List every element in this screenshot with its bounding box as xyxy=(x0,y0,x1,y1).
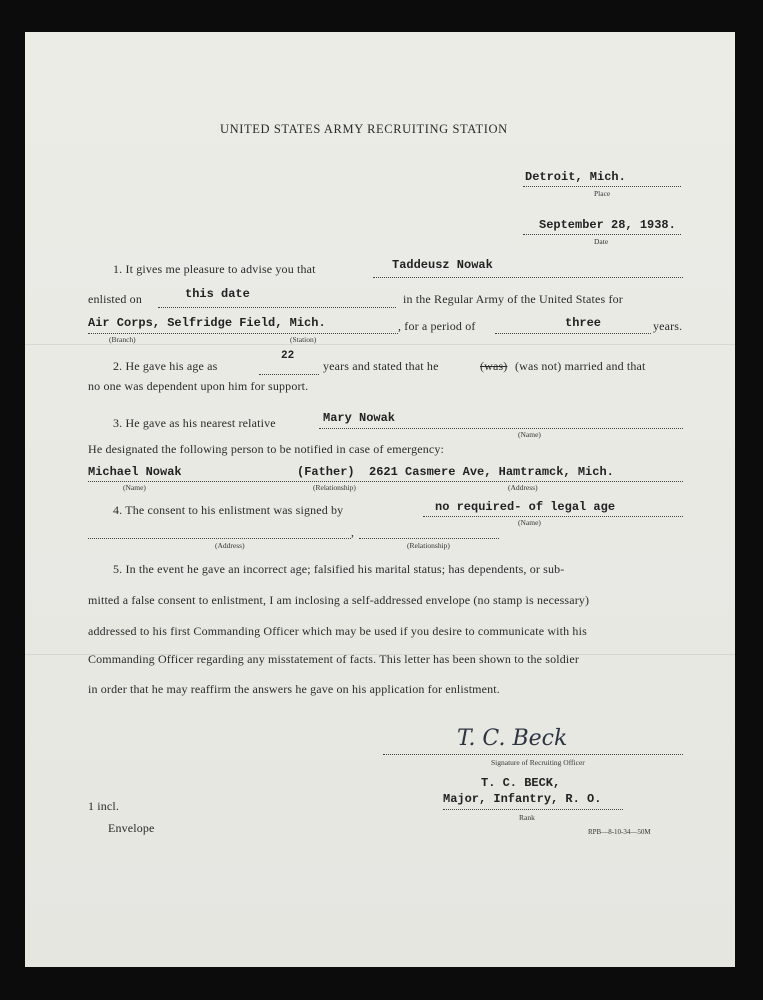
consent-relationship-line xyxy=(359,538,499,539)
relative-value: Mary Nowak xyxy=(323,411,396,425)
branch-station-value: Air Corps, Selfridge Field, Mich. xyxy=(88,316,326,330)
date-caption: Date xyxy=(594,237,609,246)
para2-line2: no one was dependent upon him for support. xyxy=(88,379,309,393)
designated-text: He designated the following person to be notified in case of emergency: xyxy=(88,442,444,456)
stated-text: years and stated that he xyxy=(323,359,439,373)
document-paper xyxy=(25,32,735,967)
rank-value: Major, Infantry, R. O. xyxy=(443,792,602,806)
para5-line5: in order that he may reaffirm the answers he gave on his application for enlistment. xyxy=(88,682,500,696)
consent-line xyxy=(423,516,683,517)
emergency-address: 2621 Casmere Ave, Hamtramck, Mich. xyxy=(369,465,614,479)
emergency-line xyxy=(88,481,683,482)
emergency-relationship: (Father) xyxy=(297,465,355,479)
place-value: Detroit, Mich. xyxy=(525,170,626,184)
emergency-relationship-caption: (Relationship) xyxy=(313,483,356,492)
period-value: three xyxy=(565,316,602,330)
was-option: (was) xyxy=(480,359,508,373)
officer-name: T. C. BECK, xyxy=(481,776,561,790)
fold-line xyxy=(25,344,735,345)
para1-prefix: 1. It gives me pleasure to advise you that xyxy=(113,262,316,276)
regular-army-text: in the Regular Army of the United States for xyxy=(403,292,623,306)
consent-address-caption: (Address) xyxy=(215,541,245,550)
para2-prefix: 2. He gave his age as xyxy=(113,359,218,373)
rank-caption: Rank xyxy=(519,813,535,822)
comma: , xyxy=(351,525,355,539)
rank-line xyxy=(443,809,623,810)
period-line xyxy=(495,333,651,334)
consent-name-caption: (Name) xyxy=(518,518,541,527)
years-text: years. xyxy=(653,319,683,333)
consent-address-line xyxy=(88,538,351,539)
place-line xyxy=(523,186,681,187)
enlisted-value: this date xyxy=(185,287,250,301)
date-line xyxy=(523,234,681,235)
name-line xyxy=(373,277,683,278)
age-value: 22 xyxy=(281,350,295,362)
recruit-name: Taddeusz Nowak xyxy=(392,258,493,272)
consent-value: no required- of legal age xyxy=(435,500,616,514)
enlisted-label: enlisted on xyxy=(88,292,142,306)
branch-line xyxy=(88,333,398,334)
para4-prefix: 4. The consent to his enlistment was signed by xyxy=(113,503,344,517)
branch-caption: (Branch) xyxy=(109,335,136,344)
was-not-option: (was not) married and that xyxy=(515,359,646,373)
enclosure-count: 1 incl. xyxy=(88,799,120,813)
place-caption: Place xyxy=(594,189,611,198)
station-caption: (Station) xyxy=(290,335,317,344)
period-label: , for a period of xyxy=(398,319,476,333)
emergency-name: Michael Nowak xyxy=(88,465,182,479)
handwritten-signature: T. C. Beck xyxy=(457,726,568,751)
emergency-address-caption: (Address) xyxy=(508,483,538,492)
para5-line4: Commanding Officer regarding any misstatement of facts. This letter has been shown to the soldier xyxy=(88,652,579,666)
emergency-name-caption: (Name) xyxy=(123,483,146,492)
date-value: September 28, 1938. xyxy=(539,218,676,232)
signature-line xyxy=(383,754,683,755)
form-code: RPB—8-10-34—50M xyxy=(588,828,651,836)
para5-line2: mitted a false consent to enlistment, I am inclosing a self-addressed envelope (no stamp is necessary) xyxy=(88,593,590,607)
para5-line3: addressed to his first Commanding Officer which may be used if you desire to communicate with his xyxy=(88,624,587,638)
relative-line xyxy=(319,428,683,429)
relative-caption: (Name) xyxy=(518,430,541,439)
enlisted-line xyxy=(158,307,396,308)
document-header: UNITED STATES ARMY RECRUITING STATION xyxy=(220,122,508,136)
age-line xyxy=(259,374,319,375)
consent-relationship-caption: (Relationship) xyxy=(407,541,450,550)
signature-caption: Signature of Recruiting Officer xyxy=(491,758,585,767)
enclosure-envelope: Envelope xyxy=(108,821,155,835)
para5-line1: 5. In the event he gave an incorrect age; falsified his marital status; has dependents, or sub- xyxy=(113,562,565,576)
para3-prefix: 3. He gave as his nearest relative xyxy=(113,416,276,430)
